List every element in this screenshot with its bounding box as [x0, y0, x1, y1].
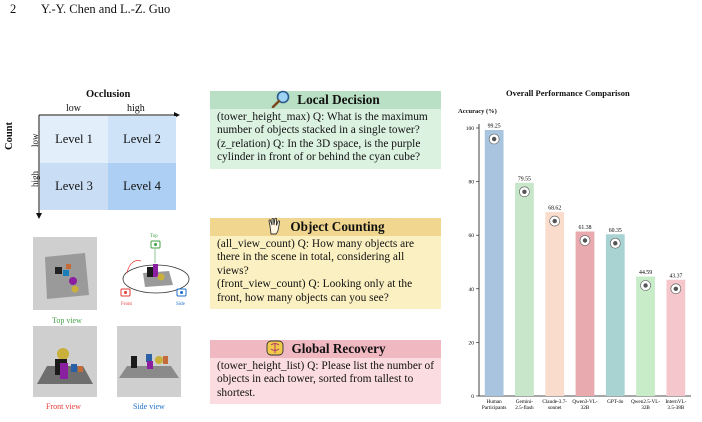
occlusion-low-label: low: [66, 103, 81, 114]
bar: [666, 280, 685, 396]
top-view-label: Top view: [52, 316, 82, 325]
count-low-label: low: [30, 133, 40, 147]
performance-bar-chart: [455, 118, 695, 418]
local-decision-body: [210, 109, 441, 169]
x-tick-label: Qwen2.5-VL-32B: [630, 399, 661, 411]
question-text: (z_relation) Q: In the 3D space, is the purple cylinder in front of or behind the cyan cube?: [217, 137, 421, 164]
diagram-side-label: Side: [176, 302, 185, 307]
global-recovery-title: Global Recovery: [291, 341, 386, 357]
question-text: (all_view_count) Q: How many objects are there in the scene in total, considering all views?: [217, 238, 415, 277]
bar: [636, 276, 655, 396]
object-counting-header: [210, 218, 441, 236]
question-text: (front_view_count) Q: Looking only at the front, how many objects can you see?: [217, 278, 413, 304]
count-high-label: high: [30, 170, 40, 187]
bar-value-label: 60.35: [608, 227, 622, 234]
bar-value-label: 44.59: [639, 269, 653, 276]
level-3-cell: Level 3: [40, 163, 108, 210]
page-number: 2: [10, 2, 17, 16]
count-title: Count: [4, 121, 15, 150]
local-decision-header: [210, 91, 441, 109]
x-tick-label: GPT-4o: [607, 399, 624, 405]
diagram-front-label: Front: [121, 302, 132, 307]
bar: [576, 232, 595, 396]
bar: [515, 183, 534, 396]
x-tick-label: Claude-3.7-sonnet: [542, 399, 568, 411]
brain-icon: [265, 339, 285, 359]
front-view-image: [33, 326, 97, 397]
diagram-top-label: Top: [150, 234, 158, 239]
bar-value-label: 61.38: [578, 225, 592, 232]
x-tick-label: InternVL-3.5-38B: [665, 399, 687, 411]
question-text: (tower_height_max) Q: What is the maximum number of objects stacked in a single tower?: [217, 111, 428, 137]
level-4-cell: Level 4: [108, 163, 176, 210]
chart-title: Overall Performance Comparison: [506, 88, 630, 98]
front-view-label: Front view: [46, 402, 81, 411]
y-tick-label: 100: [465, 126, 474, 132]
object-counting-body: [210, 236, 441, 309]
person-icon: [489, 134, 499, 144]
global-recovery-body: [210, 358, 441, 404]
side-view-label: Side view: [133, 402, 165, 411]
occlusion-title: Occlusion: [86, 89, 131, 100]
camera-views-diagram: [117, 233, 195, 313]
global-recovery-header: [210, 340, 441, 358]
magnifier-icon: [271, 90, 291, 110]
bar-value-label: 43.37: [669, 273, 683, 280]
global-recovery-box: [210, 340, 441, 404]
gemini-icon: [519, 187, 529, 197]
qwen-icon: [580, 236, 590, 246]
side-view-image: [117, 326, 181, 397]
claude-icon: [550, 216, 560, 226]
chart-y-axis-label: Accuracy (%): [458, 108, 497, 115]
object-counting-box: [210, 218, 441, 309]
bar: [606, 234, 625, 396]
local-decision-title: Local Decision: [297, 92, 380, 108]
hand-icon: [266, 217, 284, 237]
bar: [485, 130, 504, 396]
level-2-cell: Level 2: [108, 116, 176, 163]
bar-value-label: 68.62: [548, 205, 562, 212]
bar-value-label: 79.55: [517, 176, 531, 183]
y-tick-label: 0: [471, 394, 474, 400]
bar: [545, 212, 564, 396]
x-tick-label: Qwen3-VL-32B: [572, 399, 598, 411]
page-header: [10, 2, 170, 17]
y-tick-label: 40: [468, 286, 474, 293]
internvl-icon: [671, 284, 681, 294]
x-tick-label: Human Participants: [481, 399, 507, 411]
occlusion-high-label: high: [127, 103, 145, 114]
occlusion-grid: [40, 116, 176, 210]
top-view-image: [33, 237, 97, 310]
question-text: (tower_height_list) Q: Please list the number of objects in each tower, sorted from tallest to shortest.: [217, 360, 435, 399]
openai-icon: [610, 238, 620, 248]
level-1-cell: Level 1: [40, 116, 108, 163]
y-tick-label: 60: [468, 233, 474, 240]
y-tick-label: 80: [468, 179, 474, 186]
x-tick-label: Gemini-2.5-flash: [515, 399, 534, 411]
y-tick-label: 20: [468, 340, 474, 347]
authors: Y.-Y. Chen and L.-Z. Guo: [40, 2, 171, 16]
local-decision-box: [210, 91, 441, 169]
qwen-icon: [641, 280, 651, 290]
bar-value-label: 99.25: [487, 123, 501, 130]
object-counting-title: Object Counting: [290, 219, 385, 235]
